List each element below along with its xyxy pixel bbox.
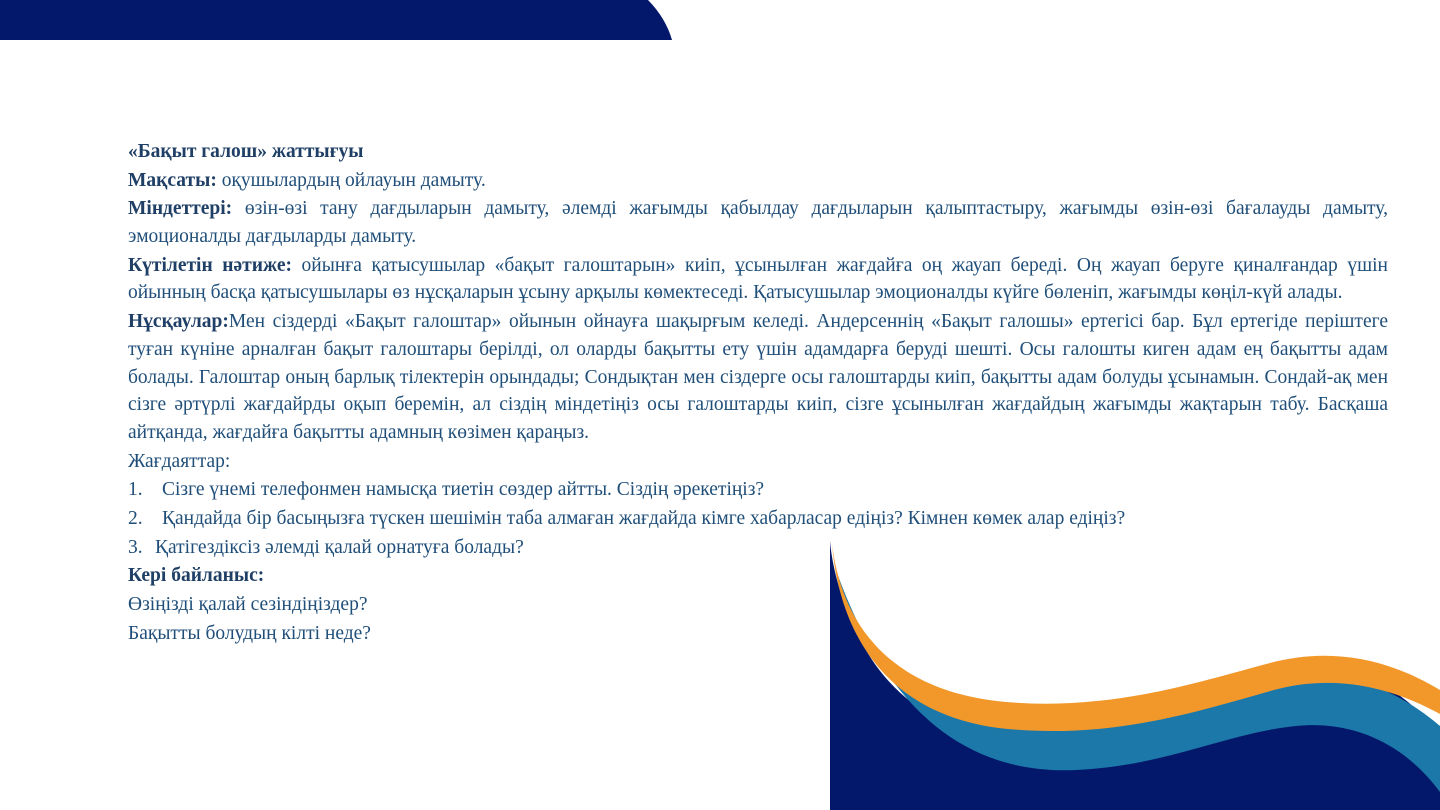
situation-number-3: 3. <box>128 536 143 558</box>
situations-label: Жағдаяттар: <box>128 450 231 472</box>
situation-text-2: Қандайда бір басыңызға түскен шешімін таба алмаған жағдайда кімге хабарласар едіңіз? Кімнен көмек алар едіңіз? <box>162 507 1126 529</box>
feedback-question-2-text: Бақытты болудың кілті неде? <box>128 622 371 644</box>
aim-text: оқушылардың ойлауын дамыту. <box>216 169 486 191</box>
situation-item-1 <box>128 476 1388 504</box>
feedback-question-2 <box>128 620 1388 648</box>
feedback-label-line <box>128 562 1388 590</box>
feedback-label: Кері байланыс: <box>128 565 265 587</box>
aim-line <box>128 167 1388 195</box>
situation-text-3: Қатігездіксіз әлемді қалай орнатуға болады? <box>155 536 524 558</box>
exercise-title-text: «Бақыт галош» жаттығуы <box>128 141 364 162</box>
aim-label: Мақсаты: <box>128 169 217 191</box>
instructions-label: Нұсқаулар: <box>128 311 229 333</box>
feedback-question-1-text: Өзіңізді қалай сезіндіңіздер? <box>128 594 368 615</box>
situation-number-2: 2. <box>128 507 143 529</box>
situations-label-line <box>128 448 1388 476</box>
situation-item-3 <box>128 534 1388 562</box>
tasks-label: Міндеттері: <box>128 198 233 220</box>
top-navy-banner <box>0 0 700 40</box>
expected-result-text: ойынға қатысушылар «бақыт галоштарын» киіп, ұсынылған жағдайға оң жауап береді. Оң жауап беруге қиналғандар үшін ойынның басқа қатысушылары өз нұсқаларын ұсыну арқылы көмектеседі. Қатысушылар эмоционалды күйге бөленіп, жағымды көңіл-күй алады. <box>128 254 1388 304</box>
instructions-text: Мен сіздерді «Бақыт галоштар» ойынын ойнауға шақырғым келеді. Андерсеннің «Бақыт галошы» ертегісі бар. Бұл ертегіде періштеге туған күніне арналған бақыт галоштары берілді, ол оларды бақытты ету үшін адамдарға беруді шешті. Осы галошты киген адам ең бақытты адам болады. Галоштар оның барлық тілектерін орындады; Сондықтан мен сіздерге осы галоштарды киіп, бақытты адам болуды ұсынамын. Сондай-ақ мен сізге әртүрлі жағдайрды оқып беремін, ал сіздің міндетіңіз осы галоштарды киіп, сізге ұсынылған жағдайдың жағымды жақтарын табу. Басқаша айтқанда, жағдайға бақытты адамның көзімен қараңыз. <box>128 311 1388 443</box>
instructions-line <box>128 308 1388 446</box>
expected-result-label: Күтілетін нәтиже: <box>128 254 292 276</box>
slide-body-text <box>128 138 1388 648</box>
exercise-title <box>128 138 1388 166</box>
expected-result-line <box>128 252 1388 307</box>
feedback-question-1 <box>128 591 1388 619</box>
situation-item-2 <box>128 505 1388 533</box>
situation-text-1: Сізге үнемі телефонмен намысқа тиетін сөздер айтты. Сіздің әрекетіңіз? <box>162 479 765 501</box>
tasks-line <box>128 195 1388 250</box>
situation-number-1: 1. <box>128 479 143 501</box>
tasks-text: өзін-өзі тану дағдыларын дамыту, әлемді жағымды қабылдау дағдыларын қалыптастыру, жағымды өзін-өзі бағалауды дамыту, эмоционалды дағдыларды дамыту. <box>128 198 1388 248</box>
